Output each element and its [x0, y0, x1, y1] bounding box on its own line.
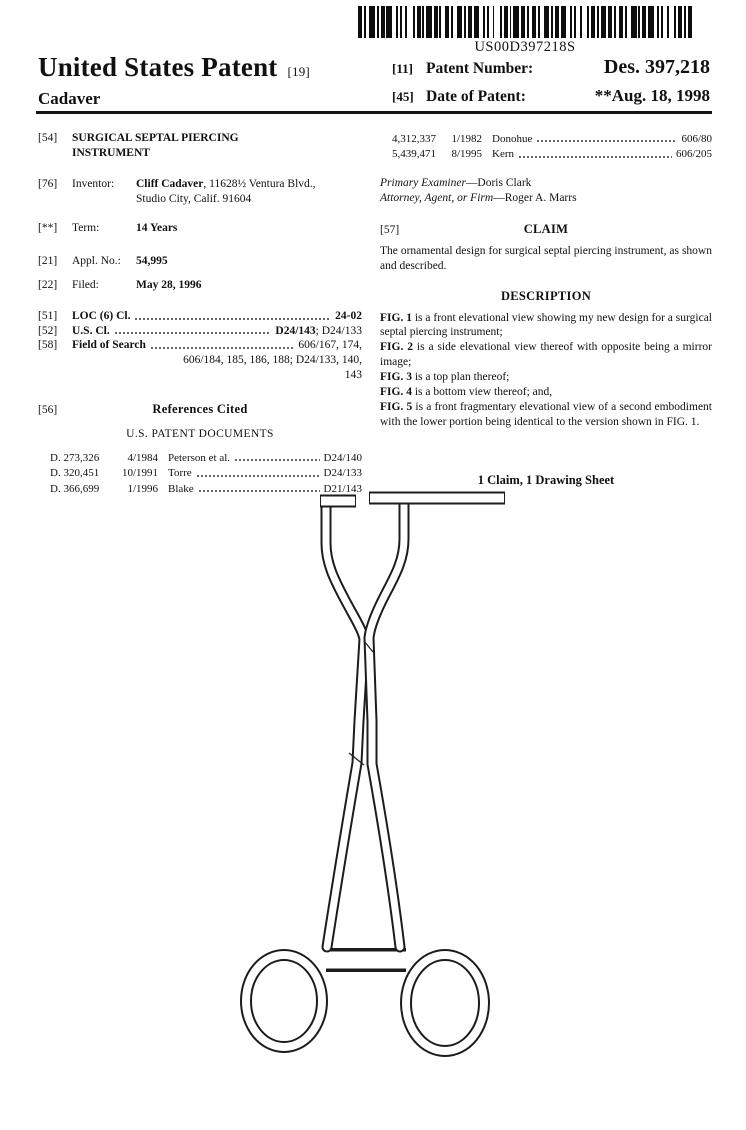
dot-leader: [234, 455, 319, 464]
patent-drawing: [228, 481, 518, 1106]
left-column: [38, 131, 362, 496]
loc-class-row: [38, 309, 362, 324]
inventor-address-1: , 11628½ Ventura Blvd.,: [203, 177, 316, 190]
ref-name: Kern: [492, 148, 514, 161]
fig-label: FIG. 4: [380, 386, 412, 399]
reference-row: [380, 147, 712, 161]
appl-no-row: [38, 254, 362, 269]
date-tag: [45]: [392, 89, 414, 104]
inventor-tag: [76]: [38, 177, 58, 190]
term-tag: [**]: [38, 221, 58, 234]
ref-number: 4,312,337: [392, 133, 436, 145]
loc-value: 24-02: [335, 309, 362, 322]
surgical-instrument-figure: [228, 481, 518, 1106]
fos-value-3: 143: [344, 369, 362, 382]
date-value: **Aug. 18, 1998: [594, 86, 710, 105]
claim-text: The ornamental design for surgical septal piercing instrument, as shown and described.: [380, 245, 712, 273]
right-references-list: [380, 132, 712, 162]
field-of-search-block: [38, 338, 362, 383]
appl-label: Appl. No.:: [72, 254, 121, 267]
fig-label: FIG. 5: [380, 401, 413, 414]
reference-row: [380, 132, 712, 146]
uscl-tag: [52]: [38, 324, 58, 337]
uscl-value-bold: D24/143: [275, 324, 316, 337]
examiner-line: [380, 176, 712, 191]
references-cited-title: References Cited: [152, 402, 248, 417]
patent-number-label: Patent Number:: [426, 60, 534, 77]
claim-tag: [57]: [380, 224, 400, 237]
fig-description: [380, 340, 712, 370]
ref-class: 606/205: [675, 148, 712, 161]
inventor-name: Cliff Cadaver: [136, 177, 204, 190]
dot-leader: [196, 471, 320, 480]
barcode-text: US00D397218S: [474, 39, 576, 55]
fig-text: is a front elevational view showing my new design for a surgical septal piercing instrument;: [380, 311, 712, 339]
fig-text: is a front fragmentary elevational view of a second embodiment with the lower portion being identical to the version shown in FIG. 1.: [380, 401, 712, 429]
fig-text: is a side elevational view thereof with opposite being a mirror image;: [380, 341, 712, 369]
fig-description: [380, 400, 712, 430]
claims-sheets-summary: 1 Claim, 1 Drawing Sheet: [477, 473, 615, 488]
uscl-value-rest: ; D24/133: [315, 324, 362, 337]
ref-class: D24/140: [323, 452, 362, 465]
filed-label: Filed:: [72, 278, 99, 291]
fig-label: FIG. 3: [380, 371, 412, 384]
page-title: [38, 52, 310, 83]
header-rule: [36, 111, 712, 114]
ref-class: D24/133: [323, 467, 362, 480]
date-of-patent-row: [392, 86, 710, 106]
fig-label: FIG. 2: [380, 341, 413, 354]
appl-tag: [21]: [38, 254, 58, 267]
ref-number: D. 320,451: [50, 467, 100, 480]
term-label: Term:: [72, 221, 100, 234]
inventor-value: [136, 177, 362, 207]
attorney-line: [380, 191, 712, 206]
loc-label: LOC (6) Cl.: [72, 309, 131, 322]
fos-label: Field of Search: [72, 339, 146, 352]
ref-class: 606/80: [681, 133, 712, 145]
title-tag: [54]: [38, 132, 58, 144]
patent-number-value: Des. 397,218: [603, 56, 710, 78]
loc-tag: [51]: [38, 309, 58, 322]
ref-date: 8/1995: [451, 148, 482, 161]
uscl-value: [275, 324, 362, 339]
inventor-label: Inventor:: [72, 177, 115, 190]
dot-leader: [518, 152, 672, 161]
fig-text: is a top plan thereof;: [411, 371, 510, 384]
term-value: 14 Years: [136, 221, 178, 234]
applicant-name: Cadaver: [38, 89, 101, 108]
uscl-label: U.S. Cl.: [72, 324, 110, 337]
fos-value-2: 606/184, 185, 186, 188; D24/133, 140,: [183, 354, 362, 367]
ref-name: Donohue: [492, 133, 533, 145]
fos-row: [38, 338, 362, 353]
appl-value: 54,995: [136, 254, 168, 267]
dot-leader: [134, 314, 331, 323]
date-label: Date of Patent:: [426, 88, 526, 105]
figure-descriptions: [380, 311, 712, 431]
fig-text: is a bottom view thereof; and,: [411, 386, 553, 399]
ref-class: D21/143: [323, 482, 362, 495]
reference-row: [38, 451, 362, 465]
fig-description: [380, 370, 712, 385]
page-title-text: United States Patent: [38, 52, 278, 82]
claim-header: [380, 221, 712, 238]
examiner-label: Primary Examiner: [380, 176, 466, 189]
fig-label: FIG. 1: [380, 311, 412, 324]
ref-number: D. 273,326: [50, 452, 100, 465]
fig-description: [380, 385, 712, 400]
filed-tag: [22]: [38, 278, 58, 291]
references-cited-row: [38, 401, 362, 418]
ref-date: 4/1984: [127, 452, 158, 465]
claim-title: CLAIM: [523, 222, 569, 237]
right-column: [380, 131, 712, 488]
description-title: DESCRIPTION: [500, 289, 592, 304]
filed-value: May 28, 1996: [136, 278, 202, 291]
patent-number-row: [392, 56, 710, 79]
inventor-row: [38, 177, 362, 207]
ref-date: 1/1996: [127, 482, 158, 495]
fos-value-1: 606/167, 174,: [298, 339, 362, 352]
patent-number-tag: [11]: [392, 61, 413, 76]
reference-row: [38, 466, 362, 480]
barcode: [358, 6, 692, 38]
attorney-value: —Roger A. Marrs: [493, 191, 577, 204]
ref-name: Peterson et al.: [168, 452, 231, 465]
header-right: [392, 56, 710, 113]
fos-tag: [58]: [38, 339, 58, 352]
refs-tag: [56]: [38, 404, 58, 417]
dot-leader: [150, 343, 295, 352]
ref-date: 1/1982: [451, 133, 482, 145]
term-row: [38, 221, 362, 236]
us-class-row: [38, 324, 362, 339]
us-patent-documents-title: U.S. PATENT DOCUMENTS: [126, 428, 274, 441]
attorney-label: Attorney, Agent, or Firm: [380, 191, 494, 204]
ref-date: 10/1991: [121, 467, 158, 480]
ref-name: Torre: [168, 467, 192, 480]
ref-name: Blake: [168, 482, 194, 495]
inventor-address-2: Studio City, Calif. 91604: [136, 192, 252, 205]
title-bracket-tag: [19]: [287, 64, 310, 79]
dot-leader: [114, 328, 272, 337]
examiner-value: —Doris Clark: [465, 176, 532, 189]
invention-title: SURGICAL SEPTAL PIERCING INSTRUMENT: [72, 132, 239, 159]
fig-description: [380, 311, 712, 341]
invention-title-row: [38, 131, 362, 161]
ref-number: D. 366,699: [50, 482, 100, 495]
ref-number: 5,439,471: [392, 148, 436, 161]
dot-leader: [536, 136, 677, 145]
filed-row: [38, 278, 362, 293]
